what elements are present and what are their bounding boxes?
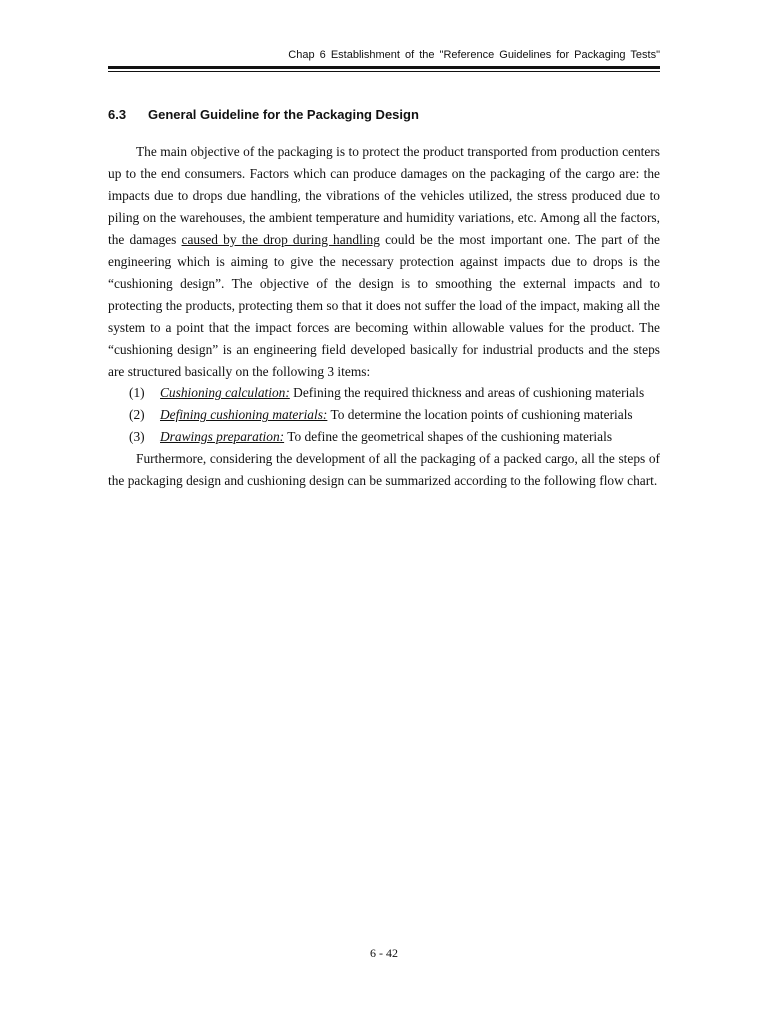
list-item — [108, 426, 660, 448]
list-item-text: Defining the required thickness and areas of cushioning materials — [289, 385, 645, 401]
section-heading — [108, 107, 419, 122]
underlined-phrase: caused by the drop during handling — [181, 231, 380, 247]
section-title: General Guideline for the Packaging Design — [148, 107, 419, 122]
paragraph-intro-text-a: The main objective of the packaging is to protect the product transported from production centers up to the end consumers. Factors which can produce damages on the packaging of the cargo are: the impacts due to drops due handling, the vibrations of the vehicles utilized, the stress produced due to piling on the warehouses, the ambient temperature and humidity variations, etc. Among all the factors, the damages — [108, 144, 660, 247]
body-text — [108, 141, 660, 492]
list-item-text: To determine the location points of cushioning materials — [327, 407, 633, 423]
list-item-number: (2) — [129, 407, 145, 423]
header-rule-thick — [108, 66, 660, 69]
list-item-text: To define the geometrical shapes of the cushioning materials — [284, 429, 613, 445]
list-item-label: Cushioning calculation: — [160, 385, 290, 401]
paragraph-intro — [108, 141, 660, 382]
list-item-label: Drawings preparation: — [160, 429, 285, 445]
list-item — [108, 404, 660, 426]
paragraph-summary: Furthermore, considering the development of all the packaging of a packed cargo, all the steps of the packaging design and cushioning design can be summarized according to the following flow chart. — [108, 451, 660, 489]
list-item — [108, 382, 660, 404]
header-rule-thin — [108, 71, 660, 72]
cushioning-steps-list — [108, 382, 660, 448]
list-item-number: (3) — [129, 429, 145, 445]
running-header: Chap 6 Establishment of the "Reference Guidelines for Packaging Tests" — [288, 49, 660, 61]
page-number: 6 - 42 — [370, 946, 398, 960]
list-item-number: (1) — [129, 385, 145, 401]
paragraph-intro-text-b: could be the most important one. The part of the engineering which is aiming to give the necessary protection against impacts due to drops is the “cushioning design”. The objective of the design is to smoothing the external impacts and to protecting the products, protecting them so that it does not suffer the load of the impact, making all the system to a point that the impact forces are becoming within allowable values for the product. The “cushioning design” is an engineering field developed basically for industrial products and the steps are structured basically on the following 3 items: — [108, 231, 661, 379]
section-number: 6.3 — [108, 107, 127, 122]
list-item-label: Defining cushioning materials: — [160, 407, 328, 423]
